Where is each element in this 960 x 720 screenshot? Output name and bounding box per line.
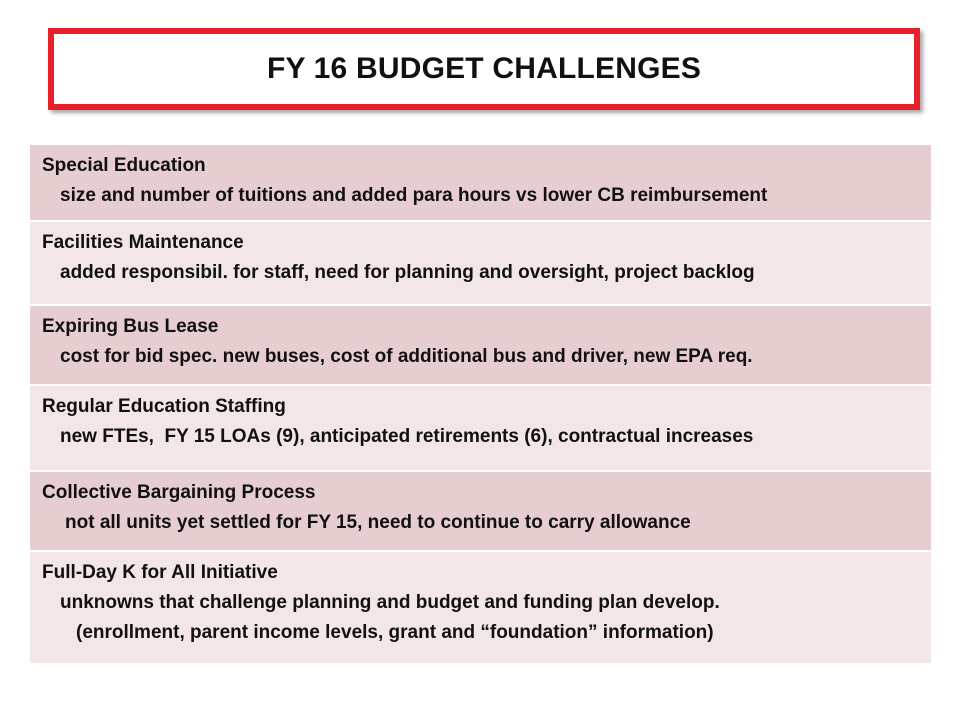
challenge-detail: added responsibil. for staff, need for planning and oversight, project backlog (60, 262, 755, 283)
page-title: FY 16 BUDGET CHALLENGES (266, 52, 702, 85)
challenge-heading: Facilities Maintenance (42, 232, 244, 253)
challenge-detail: unknowns that challenge planning and budget and funding plan develop. (60, 592, 720, 613)
challenge-detail: new FTEs, FY 15 LOAs (9), anticipated retirements (6), contractual increases (60, 426, 754, 447)
challenge-row-expiring-bus-lease (30, 306, 931, 386)
challenge-detail: size and number of tuitions and added para hours vs lower CB reimbursement (60, 185, 768, 206)
challenge-heading: Regular Education Staffing (42, 396, 286, 417)
challenge-heading: Full-Day K for All Initiative (42, 562, 278, 583)
challenge-heading: Expiring Bus Lease (42, 316, 219, 337)
challenge-detail-secondary: (enrollment, parent income levels, grant and “foundation” information) (76, 622, 714, 643)
challenge-heading: Collective Bargaining Process (42, 482, 316, 503)
challenge-row-special-education (30, 145, 931, 222)
challenge-row-facilities-maintenance (30, 222, 931, 306)
challenge-row-regular-education-staffing (30, 386, 931, 472)
title-banner (48, 28, 920, 110)
challenges-table (30, 145, 931, 665)
challenge-detail: not all units yet settled for FY 15, need to continue to carry allowance (65, 512, 691, 533)
challenge-row-full-day-k (30, 552, 931, 665)
challenge-heading: Special Education (42, 155, 206, 176)
challenge-row-collective-bargaining (30, 472, 931, 552)
challenge-detail: cost for bid spec. new buses, cost of additional bus and driver, new EPA req. (60, 346, 753, 367)
